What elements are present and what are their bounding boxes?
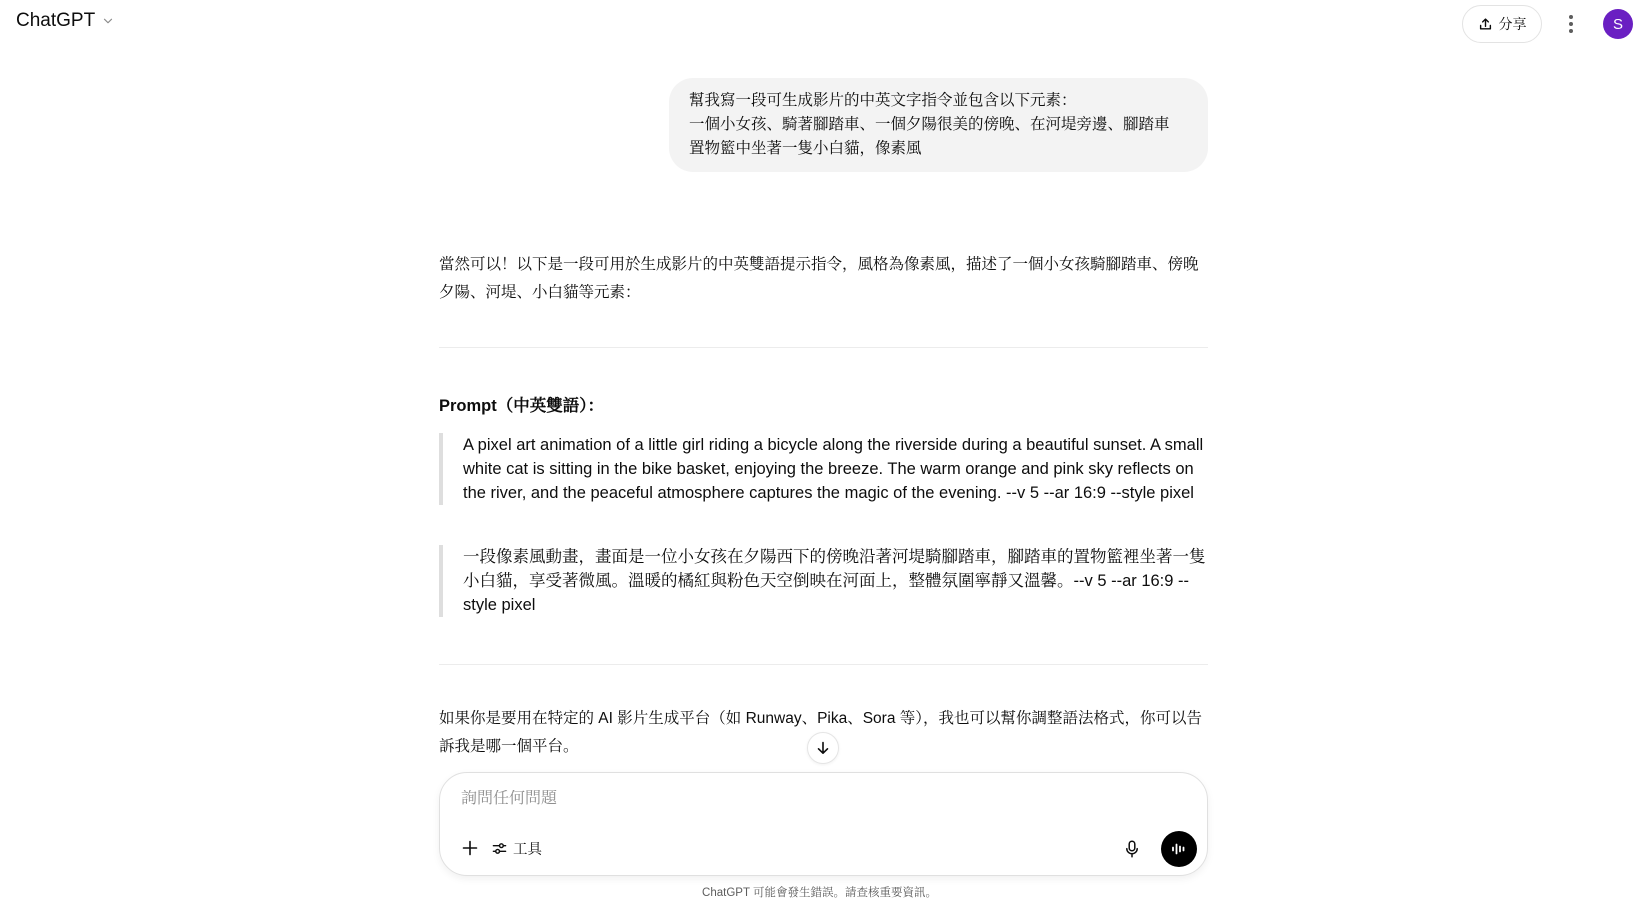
arrow-down-icon <box>815 740 831 756</box>
scroll-to-bottom-button[interactable] <box>807 732 839 764</box>
tools-label: 工具 <box>513 841 542 858</box>
vertical-dots-icon <box>1568 14 1574 34</box>
quote-chinese: 一段像素風動畫，畫面是一位小女孩在夕陽西下的傍晚沿著河堤騎腳踏車，腳踏車的置物籃裡坐著一隻小白貓，享受著微風。溫暖的橘紅與粉色天空倒映在河面上，整體氛圍寧靜又溫馨。--v 5 --ar 16:9 --style pixel <box>439 545 1208 617</box>
share-label: 分享 <box>1498 16 1527 32</box>
disclaimer: ChatGPT 可能會發生錯誤。請查核重要資訊。 <box>702 887 937 899</box>
assistant-closing: 如果你是要用在特定的 AI 影片生成平台（如 Runway、Pika、Sora 等），我也可以幫你調整語法格式，你可以告訴我是哪一個平台。 <box>439 710 1203 755</box>
plus-icon <box>462 840 478 856</box>
dictate-button[interactable] <box>1118 835 1146 863</box>
divider <box>439 347 1208 348</box>
model-switcher[interactable] <box>16 10 115 32</box>
chevron-down-icon <box>101 14 115 28</box>
user-message-line: 一個小女孩、騎著腳踏車、一個夕陽很美的傍晚、在河堤旁邊、腳踏車 <box>689 116 1170 133</box>
waveform-icon <box>1170 840 1188 858</box>
voice-mode-button[interactable] <box>1161 831 1197 867</box>
prompt-input[interactable] <box>461 790 1061 808</box>
sliders-icon <box>492 841 507 856</box>
more-options-button[interactable] <box>1556 8 1586 40</box>
top-bar <box>0 0 1639 48</box>
user-message-bubble <box>669 78 1208 172</box>
upload-icon <box>1478 17 1493 32</box>
model-name: ChatGPT <box>16 10 96 31</box>
microphone-icon <box>1124 840 1140 858</box>
divider <box>439 664 1208 665</box>
prompt-heading: Prompt（中英雙語）： <box>439 397 604 415</box>
assistant-intro: 當然可以！以下是一段可用於生成影片的中英雙語提示指令，風格為像素風，描述了一個小女孩騎腳踏車、傍晚夕陽、河堤、小白貓等元素： <box>439 256 1199 301</box>
composer <box>439 772 1208 876</box>
user-message-line: 置物籃中坐著一隻小白貓，像素風 <box>689 140 922 157</box>
tools-button[interactable] <box>492 834 542 862</box>
attach-button[interactable] <box>456 834 484 862</box>
share-button[interactable] <box>1462 5 1542 43</box>
quote-english: A pixel art animation of a little girl riding a bicycle along the riverside during a beautiful sunset. A small white cat is sitting in the bike basket, enjoying the breeze. The warm orange and pink sky reflects on the river, and the peaceful atmosphere captures the magic of the evening. --v 5 --ar 16:9 --style pixel <box>439 433 1208 505</box>
user-message-line: 幫我寫一段可生成影片的中英文字指令並包含以下元素： <box>689 92 1077 109</box>
avatar[interactable]: S <box>1603 9 1633 39</box>
